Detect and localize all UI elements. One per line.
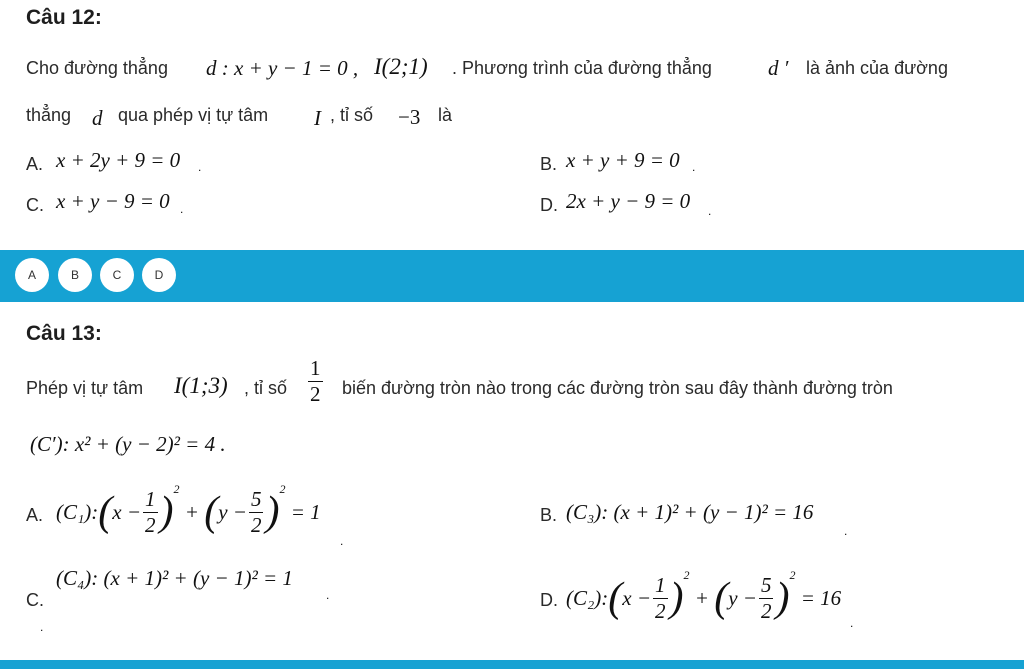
q12-stem-pre: Cho đường thẳng	[26, 58, 168, 78]
q13-option-b-label: B.	[540, 505, 558, 525]
q12-point-i: I(2;1)	[374, 54, 428, 79]
q13-option-a-expr: (C₁): ( x − $\frac{1}{2}$ ) $^2$ + ( y − $\frac{5}{2}$ ) $^2$ = 1	[56, 482, 321, 537]
q13-option-a-rhs: = 1	[290, 499, 321, 524]
answer-button-d[interactable]: D	[142, 258, 176, 292]
question-12-title: Câu 12:	[26, 6, 102, 29]
q13-option-d-label: D.	[540, 590, 558, 610]
q12-stem-mid: . Phương trình của đường thẳng	[452, 58, 712, 78]
q13-option-a-ynum: 5	[250, 486, 262, 511]
q12-option-c-expr: x + y − 9 = 0	[56, 189, 170, 213]
q13-point-i: I(1;3)	[174, 373, 228, 398]
q12-option-c-label: C.	[26, 195, 44, 215]
q13-option-c-label: C.	[26, 590, 44, 610]
answer-button-b[interactable]: B	[58, 258, 92, 292]
q13-option-c-expr: (C₄): (x + 1)² + (y − 1)² = 1	[56, 566, 293, 590]
q12-option-c-dot: .	[180, 202, 184, 216]
q12-line2-d: d	[92, 106, 103, 130]
q12-line2-ratio-text: , tỉ số	[330, 105, 374, 125]
q12-line2-mid: qua phép vị tự tâm	[118, 105, 269, 125]
q13-option-a-yden: 2	[250, 512, 262, 537]
q13-option-d-expr: (C₂): ( x − $\frac{1}{2}$ ) $^2$ + ( y − $\frac{5}{2}$ ) $^2$ = 16	[566, 568, 842, 623]
q13-ratio-fraction	[306, 358, 325, 405]
q12-option-b-label: B.	[540, 154, 558, 174]
q13-option-c-dot2: .	[40, 620, 44, 634]
q12-option-a-label: A.	[26, 154, 44, 174]
q12-stem-end: là ảnh của đường	[806, 58, 948, 78]
q13-stem-end: biến đường tròn nào trong các đường tròn sau đây thành đường tròn	[342, 378, 893, 398]
q12-line2-i: I	[314, 106, 321, 130]
q12-option-b-expr: x + y + 9 = 0	[566, 148, 680, 172]
bottom-accent-bar	[0, 660, 1024, 669]
q13-option-d-dot: .	[850, 616, 854, 630]
q13-circle-equation: (C′): x² + (y − 2)² = 4 .	[30, 432, 226, 456]
q13-option-c-dot: .	[326, 588, 330, 602]
answer-button-a[interactable]: A	[15, 258, 49, 292]
q12-ratio: −3	[398, 105, 421, 129]
q13-option-d-name: (C₂):	[566, 585, 609, 610]
question-13-title: Câu 13:	[26, 322, 102, 345]
q12-d-prime: d ′	[768, 56, 789, 80]
q12-option-a-dot: .	[198, 160, 202, 174]
q13-option-a-xnum: 1	[145, 486, 156, 511]
q12-option-a-expr: x + 2y + 9 = 0	[56, 148, 181, 172]
answer-button-c[interactable]: C	[100, 258, 134, 292]
q13-option-a-dot: .	[340, 534, 344, 548]
q13-stem-pre: Phép vị tự tâm	[26, 378, 144, 398]
q13-option-a-name: (C₁):	[56, 499, 99, 524]
q13-option-d-rhs: = 16	[800, 585, 842, 610]
q12-option-d-dot: .	[708, 204, 712, 218]
q13-option-d-yden: 2	[760, 598, 772, 623]
q12-option-d-label: D.	[540, 195, 558, 215]
q13-option-d-ynum: 5	[760, 572, 772, 597]
q13-option-b-expr: (C₃): (x + 1)² + (y − 1)² = 16	[566, 500, 814, 524]
q12-option-d-expr: 2x + y − 9 = 0	[566, 189, 691, 213]
q13-option-d-xden: 2	[655, 598, 666, 623]
q13-ratio-num: 1	[310, 356, 321, 380]
q12-line-d: d : x + y − 1 = 0 ,	[206, 56, 359, 80]
q12-line2-pre: thẳng	[26, 105, 72, 125]
q13-option-a-label: A.	[26, 505, 44, 525]
q13-option-a-xden: 2	[145, 512, 156, 537]
q13-option-d-xnum: 1	[655, 572, 666, 597]
q12-line2-end: là	[438, 105, 453, 125]
q13-option-b-dot: .	[844, 524, 848, 538]
q13-stem-ratio: , tỉ số	[244, 378, 288, 398]
q13-ratio-den: 2	[310, 382, 321, 406]
q12-option-b-dot: .	[692, 160, 696, 174]
